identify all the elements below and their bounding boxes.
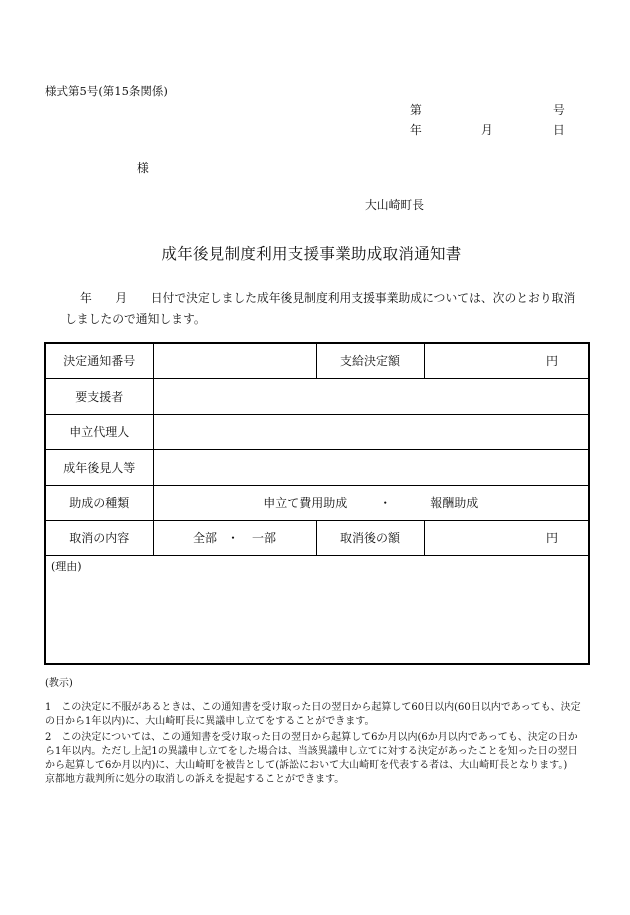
guardian-label: 成年後見人等 <box>45 449 153 485</box>
notice-line: 京都地方裁判所に処分の取消しの訴えを提起することができます。 <box>45 774 345 785</box>
agent-label: 申立代理人 <box>45 414 153 449</box>
after-cancel-amount-yen: 円 <box>424 520 589 555</box>
agent-value <box>153 414 589 449</box>
payment-amount-yen: 円 <box>424 343 589 378</box>
cancel-content-label: 取消の内容 <box>45 520 153 555</box>
payment-amount-label: 支給決定額 <box>316 343 424 378</box>
subsidy-option-application-fee: 申立て費用助成 <box>263 496 348 510</box>
issuer: 大山崎町長 <box>365 198 424 212</box>
subsidy-option-remuneration: 報酬助成 <box>430 496 479 510</box>
option-separator: ・ <box>226 531 239 545</box>
recipient-suffix: 様 <box>137 161 149 175</box>
subsidy-type-label: 助成の種類 <box>45 485 153 520</box>
document-title: 成年後見制度利用支援事業助成取消通知書 <box>161 245 462 263</box>
guardian-value <box>153 449 589 485</box>
notice-line: ら1年以内。ただし上記1の異議申し立てをした場合は、当該異議申し立てに対する決定があったことを知った日の翌日 <box>45 746 578 757</box>
notice-item-2 <box>45 731 578 787</box>
body-line-1: 年 月 日付で決定しました成年後見制度利用支援事業助成については、次のとおり取消 <box>80 291 576 305</box>
table-row <box>45 555 589 664</box>
notice-heading: (教示) <box>45 678 73 689</box>
reason-label: (理由) <box>51 559 82 573</box>
date-month: 月 <box>481 123 493 137</box>
table-row <box>45 449 589 485</box>
date-year: 年 <box>410 123 422 137</box>
cancel-options <box>154 529 316 546</box>
form-id: 様式第5号(第15条関係) <box>45 84 168 98</box>
table-row <box>45 414 589 449</box>
after-cancel-amount-label: 取消後の額 <box>316 520 424 555</box>
notice-item-1 <box>45 701 581 729</box>
table-row <box>45 343 589 378</box>
notice-line: 2 この決定については、この通知書を受け取った日の翌日から起算して6か月以内(6か月以内であっても、決定の日か <box>45 732 578 743</box>
number-prefix: 第 <box>410 103 422 117</box>
person-value <box>153 378 589 414</box>
option-separator: ・ <box>379 496 392 510</box>
subsidy-options <box>154 494 589 511</box>
person-label: 要支援者 <box>45 378 153 414</box>
decision-number-label: 決定通知番号 <box>45 343 153 378</box>
decision-number-value <box>153 343 316 378</box>
notice-table <box>44 342 590 665</box>
cancel-content-value <box>153 520 316 555</box>
notice-line: 1 この決定に不服があるときは、この通知書を受け取った日の翌日から起算して60日以内(60日以内であっても、決定 <box>45 702 581 713</box>
number-suffix: 号 <box>553 103 565 117</box>
subsidy-type-value <box>153 485 589 520</box>
table-row <box>45 520 589 555</box>
notice-line: から起算して6か月以内)に、大山崎町を被告として(訴訟において大山崎町を代表する者は、大山崎町長となります。) <box>45 760 568 771</box>
date-day: 日 <box>553 123 565 137</box>
cancel-option-all: 全部 <box>192 531 217 545</box>
table-row <box>45 378 589 414</box>
cancel-option-partial: 一部 <box>252 531 277 545</box>
notice-line: の日から1年以内)に、大山崎町長に異議申し立てをすることができます。 <box>45 716 375 727</box>
reason-cell <box>45 555 589 664</box>
body-line-2: しましたので通知します。 <box>65 312 206 326</box>
table-row <box>45 485 589 520</box>
